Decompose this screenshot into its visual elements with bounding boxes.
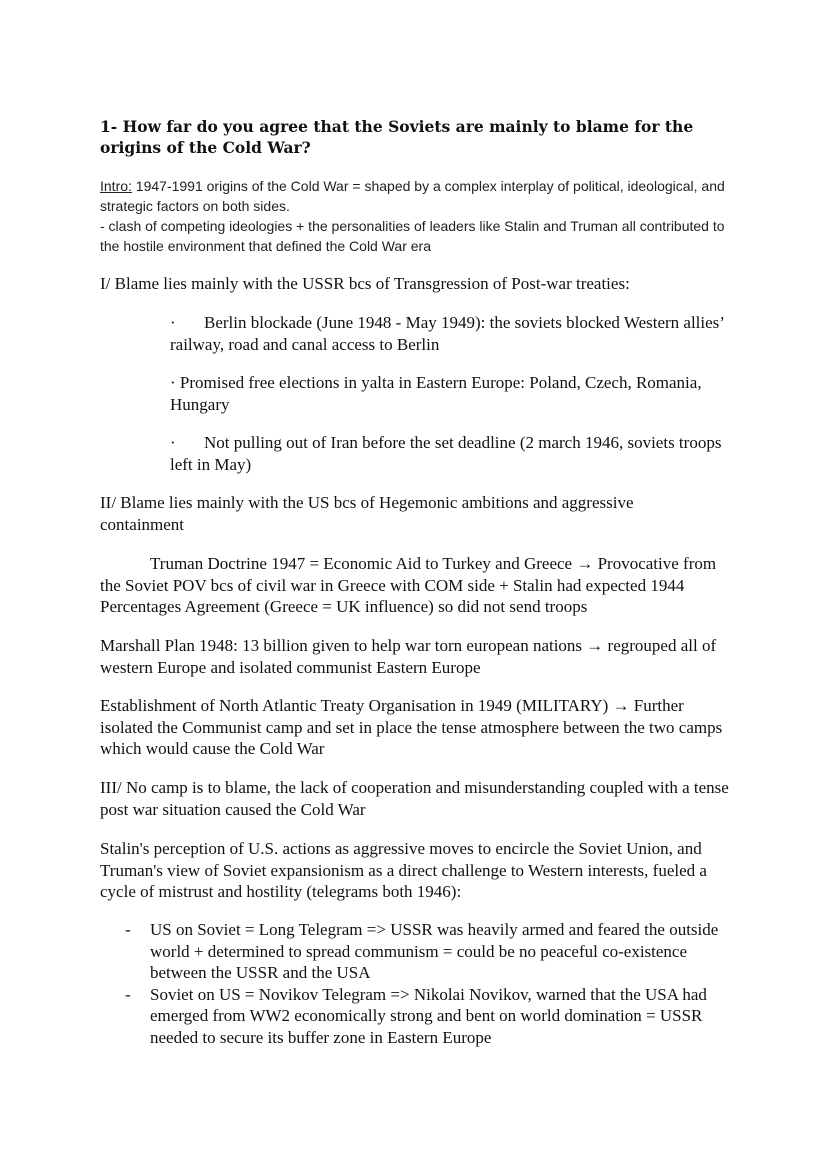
intro-label: Intro:	[100, 178, 132, 194]
list-item: - US on Soviet = Long Telegram => USSR was heavily armed and feared the outside world + determined to spread communism = could be no peaceful co-existence between the USSR and the USA	[125, 920, 719, 982]
part3-heading: III/ No camp is to blame, the lack of cooperation and misunderstanding coupled with a tense post war situation caused the Cold War	[100, 778, 729, 819]
telegram-list	[100, 919, 730, 1048]
intro-point: - clash of competing ideologies + the personalities of leaders like Stalin and Truman all contributed to the hostile environment that defined the Cold War era	[100, 218, 725, 254]
part1-heading: I/ Blame lies mainly with the USSR bcs of Transgression of Post-war treaties:	[100, 274, 630, 293]
intro	[100, 176, 730, 256]
page-title: 1- How far do you agree that the Soviets are mainly to blame for the origins of the Cold War?	[100, 117, 694, 157]
bullet-dot: ·	[170, 313, 176, 332]
paragraph-truman: Truman Doctrine 1947 = Economic Aid to Turkey and Greece → Provocative from the Soviet POV bcs of civil war in Greece with COM side + Stalin had expected 1944 Percentages Agreement (Greece = UK influence) so did not send troops	[100, 554, 717, 616]
intro-text: 1947-1991 origins of the Cold War = shaped by a complex interplay of political, ideological, and strategic factors on both sides.	[100, 178, 725, 214]
paragraph-marshall: Marshall Plan 1948: 13 billion given to help war torn european nations → regrouped all of western Europe and isolated communist Eastern Europe	[100, 636, 717, 677]
bullet-dot: ·	[170, 433, 176, 452]
paragraph-stalin: Stalin's perception of U.S. actions as aggressive moves to encircle the Soviet Union, and Truman's view of Soviet expansionism as a direct challenge to Western interests, fueled a cycle of mistrust and hostility (telegrams both 1946):	[100, 839, 707, 901]
paragraph-nato: Establishment of North Atlantic Treaty Organisation in 1949 (MILITARY) → Further isolated the Communist camp and set in place the tense atmosphere between the two camps which would cause the Cold War	[100, 696, 723, 758]
bullet-dot: ·	[170, 373, 176, 392]
list-item: - Soviet on US = Novikov Telegram => Nikolai Novikov, warned that the USA had emerged from WW2 economically strong and bent on world domination = USSR needed to secure its buffer zone in Eastern Europe	[125, 984, 707, 1047]
bullet-item: · Promised free elections in yalta in Eastern Europe: Poland, Czech, Romania, Hungary	[170, 373, 702, 414]
bullet-item: · Berlin blockade (June 1948 - May 1949): the soviets blocked Western allies’ railway, road and canal access to Berlin	[170, 313, 724, 354]
part2-heading: II/ Blame lies mainly with the US bcs of Hegemonic ambitions and aggressive containment	[100, 493, 634, 534]
bullet-item: · Not pulling out of Iran before the set deadline (2 march 1946, soviets troops left in May)	[170, 433, 722, 474]
